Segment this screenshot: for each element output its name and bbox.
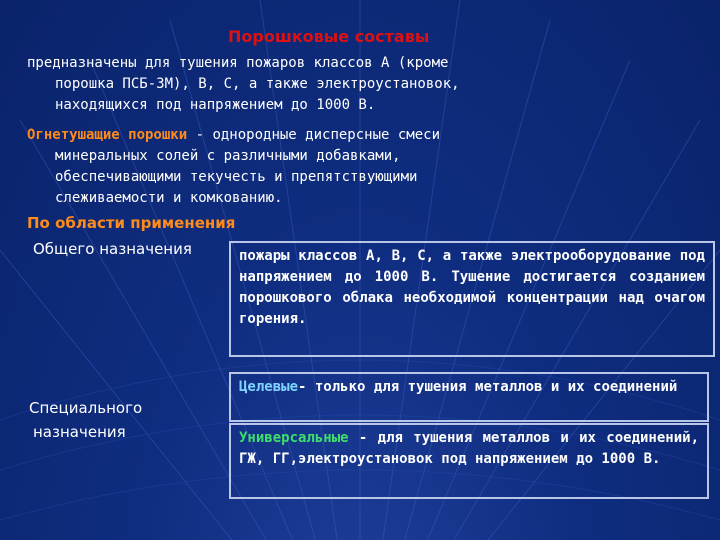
application-heading: По области применения [27,214,236,232]
intro-line-3: находящихся под напряжением до 1000 В. [55,97,376,113]
universal-description: - для тушения металлов и их соединений, ГЖ, ГГ,электроустановок под напряжением до 1000 В. [239,430,699,467]
definition-term: Огнетушащие порошки [27,127,188,143]
definition-line-1: - однородные дисперсные смеси [187,127,441,143]
universal-term: Универсальные [239,430,349,446]
definition-paragraph [27,125,672,209]
special-label-line-1: Специального [29,399,143,417]
definition-line-2: минеральных солей с различными добавками, [55,148,401,164]
general-label: Общего назначения [33,240,192,258]
definition-line-3: обеспечивающими текучесть и препятствующими [55,169,418,185]
intro-line-1: предназначены для тушения пожаров классов А (кроме [27,55,449,71]
universal-box [229,423,709,499]
definition-line-4: слеживаемости и комкованию. [55,190,283,206]
targeted-box [229,372,709,422]
special-label-line-2: назначения [33,423,126,441]
general-description-box [229,241,715,357]
targeted-description: - только для тушения металлов и их соединений [298,379,678,395]
slide-title: Порошковые составы [228,27,430,46]
intro-line-2: порошка ПСБ-3М), В, С, а также электроустановок, [55,76,460,92]
general-description: пожары классов А, В, С, а также электрооборудование под напряжением до 1000 В. Тушение достигается созданием порошкового облака необходимой концентрации над очагом горения. [239,248,705,327]
targeted-term: Целевые [239,379,299,395]
special-label [29,396,142,444]
intro-paragraph [27,53,672,116]
